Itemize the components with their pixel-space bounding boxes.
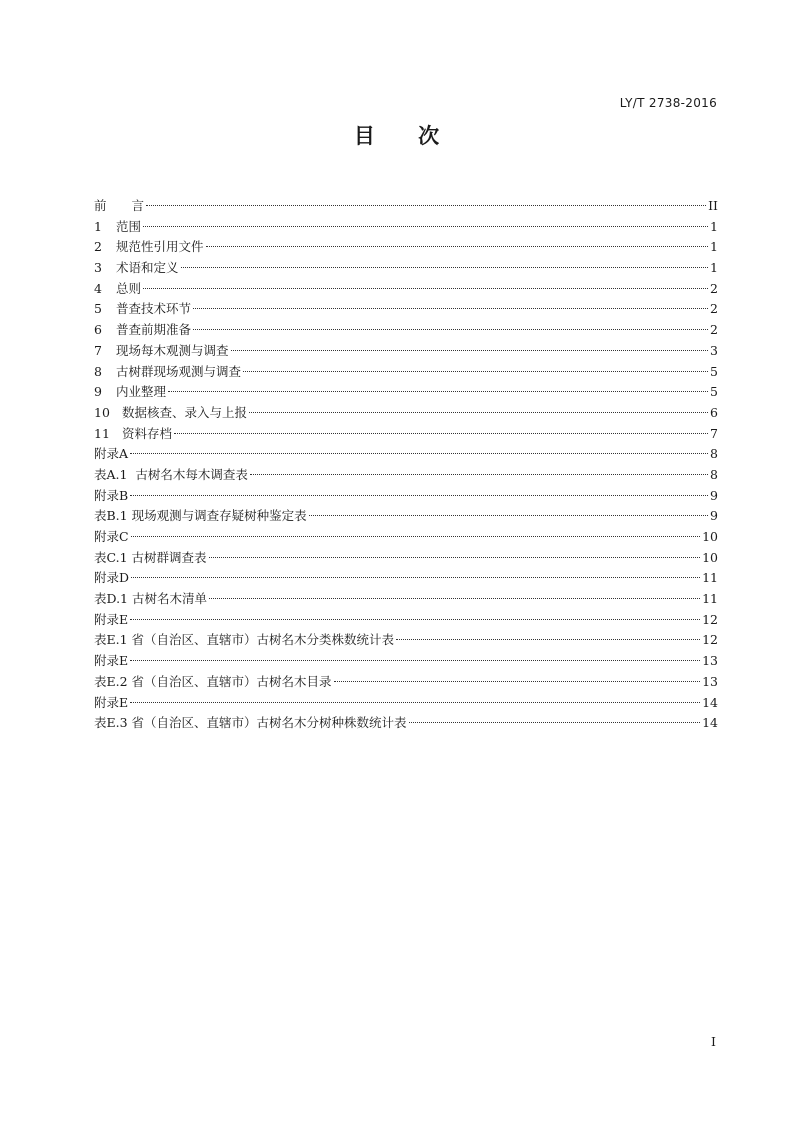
toc-entry[interactable]	[94, 672, 718, 693]
dot-leader	[181, 267, 708, 268]
toc-entry-page: 8	[710, 466, 718, 482]
standard-code: LY/T 2738-2016	[619, 96, 717, 110]
toc-entry-page: 13	[702, 653, 718, 669]
dot-leader	[249, 412, 708, 413]
toc-entry-label: 资料存档	[122, 425, 173, 441]
dot-leader	[146, 205, 706, 206]
toc-entry-label: 附录B	[94, 487, 129, 503]
toc-entry-page: 10	[702, 549, 718, 565]
toc-entry[interactable]	[94, 651, 718, 672]
toc-entry-page: 1	[710, 260, 718, 276]
toc-entry-label: 表D.1 古树名木清单	[94, 591, 207, 607]
toc-entry[interactable]	[94, 382, 718, 403]
toc-entry-label: 表E.3 省（自治区、直辖市）古树名木分树种株数统计表	[94, 715, 407, 731]
dot-leader	[206, 246, 708, 247]
toc-entry-page: 2	[710, 322, 718, 338]
dot-leader	[130, 702, 700, 703]
toc-entry-page: 11	[702, 591, 718, 607]
toc-entry-label: 现场每木观测与调查	[116, 342, 229, 358]
dot-leader	[143, 226, 708, 227]
toc-entry-page: 10	[702, 529, 718, 544]
toc-entry[interactable]	[94, 196, 718, 217]
dot-leader	[130, 619, 700, 620]
dot-leader	[130, 495, 708, 496]
toc-entry-number: 11	[94, 425, 110, 441]
toc-entry[interactable]	[94, 486, 718, 507]
toc-entry[interactable]	[94, 589, 718, 610]
toc-entry[interactable]	[94, 630, 718, 651]
toc-entry-page: 12	[702, 632, 718, 648]
toc-entry[interactable]	[94, 610, 718, 631]
dot-leader	[250, 474, 708, 475]
toc-entry-label: 总则	[116, 280, 142, 296]
toc-entry-page: 9	[710, 487, 718, 503]
toc-entry-page: 14	[702, 715, 718, 731]
toc-entry-page: II	[708, 198, 718, 213]
toc-entry[interactable]	[94, 713, 718, 734]
toc-entry-label: 数据核查、录入与上报	[122, 404, 248, 420]
toc-entry-label: 范围	[116, 218, 142, 234]
toc-entry-label: 内业整理	[116, 384, 167, 400]
page-title: 目 次	[353, 124, 458, 148]
dot-leader	[143, 288, 708, 289]
toc-entry-number: 3	[94, 260, 102, 276]
dot-leader	[130, 453, 708, 454]
toc-entry-page: 3	[710, 342, 718, 358]
toc-entry[interactable]	[94, 548, 718, 569]
toc-entry-label: 普查前期准备	[116, 322, 192, 338]
toc-entry-label: 普查技术环节	[116, 301, 192, 317]
toc-entry-label: 附录D	[94, 570, 130, 586]
toc-entry-label: 古树群现场观测与调查	[116, 363, 242, 379]
toc-entry-page: 1	[710, 218, 718, 234]
toc-entry-page: 13	[702, 673, 718, 689]
dot-leader	[309, 515, 708, 516]
toc-entry-label: 规范性引用文件	[116, 239, 204, 255]
dot-leader	[193, 308, 708, 309]
toc-entry[interactable]	[94, 320, 718, 341]
dot-leader	[131, 577, 700, 578]
dot-leader	[396, 639, 700, 640]
toc-entry[interactable]	[94, 362, 718, 383]
toc-entry-label: 表E.1 省（自治区、直辖市）古树名木分类株数统计表	[94, 632, 395, 648]
toc-entry-number: 4	[94, 280, 102, 296]
toc-entry[interactable]	[94, 465, 718, 486]
toc-entry-label: 表E.2 省（自治区、直辖市）古树名木目录	[94, 673, 332, 689]
toc-entry-page: 5	[710, 363, 718, 379]
toc-entry-page: 9	[710, 508, 718, 524]
dot-leader	[209, 598, 700, 599]
toc-entry-label: 附录C	[94, 529, 129, 544]
toc-entry[interactable]	[94, 237, 718, 258]
toc-entry-number: 5	[94, 301, 102, 317]
toc-entry[interactable]	[94, 527, 718, 548]
toc-entry-page: 2	[710, 280, 718, 296]
dot-leader	[243, 371, 708, 372]
toc-entry-label: 表C.1 古树群调查表	[94, 549, 207, 565]
toc-entry-page: 8	[710, 446, 718, 462]
toc-entry[interactable]	[94, 693, 718, 714]
toc-entry-label: 表A.1 古树名木每木调查表	[94, 466, 248, 482]
toc-entry[interactable]	[94, 444, 718, 465]
dot-leader	[174, 433, 708, 434]
page-number: I	[711, 1034, 716, 1049]
toc-entry[interactable]	[94, 217, 718, 238]
toc-entry-number: 1	[94, 218, 102, 234]
toc-entry-number: 7	[94, 342, 102, 358]
toc-entry-label: 表B.1 现场观测与调查存疑树种鉴定表	[94, 508, 307, 524]
dot-leader	[131, 536, 701, 537]
toc-entry-label: 术语和定义	[116, 260, 179, 276]
toc-entry-label: 前 言	[94, 198, 145, 213]
dot-leader	[409, 722, 701, 723]
toc-entry-label: 附录E	[94, 611, 129, 627]
toc-entry-page: 1	[710, 239, 718, 255]
toc-entry-label: 附录E	[94, 694, 129, 710]
toc-entry-label: 附录E	[94, 653, 129, 669]
toc-entry-number: 8	[94, 363, 102, 379]
toc-entry-page: 12	[702, 611, 718, 627]
toc-entry-page: 5	[710, 384, 718, 400]
dot-leader	[231, 350, 708, 351]
dot-leader	[193, 329, 708, 330]
table-of-contents	[94, 196, 718, 734]
dot-leader	[130, 660, 700, 661]
toc-entry-number: 2	[94, 239, 102, 255]
toc-entry[interactable]	[94, 424, 718, 445]
toc-entry-label: 附录A	[94, 446, 129, 462]
toc-entry[interactable]	[94, 568, 718, 589]
dot-leader	[168, 391, 708, 392]
toc-entry-number: 9	[94, 384, 102, 400]
toc-entry-page: 7	[710, 425, 718, 441]
toc-entry-number: 10	[94, 404, 110, 420]
toc-entry[interactable]	[94, 258, 718, 279]
toc-entry-page: 11	[702, 570, 718, 586]
dot-leader	[209, 557, 701, 558]
toc-entry[interactable]	[94, 341, 718, 362]
toc-entry-page: 2	[710, 301, 718, 317]
toc-entry[interactable]	[94, 299, 718, 320]
toc-entry[interactable]	[94, 403, 718, 424]
toc-entry-number: 6	[94, 322, 102, 338]
toc-entry-page: 6	[710, 404, 718, 420]
toc-entry[interactable]	[94, 279, 718, 300]
toc-entry-page: 14	[702, 694, 718, 710]
dot-leader	[334, 681, 701, 682]
toc-entry[interactable]	[94, 506, 718, 527]
